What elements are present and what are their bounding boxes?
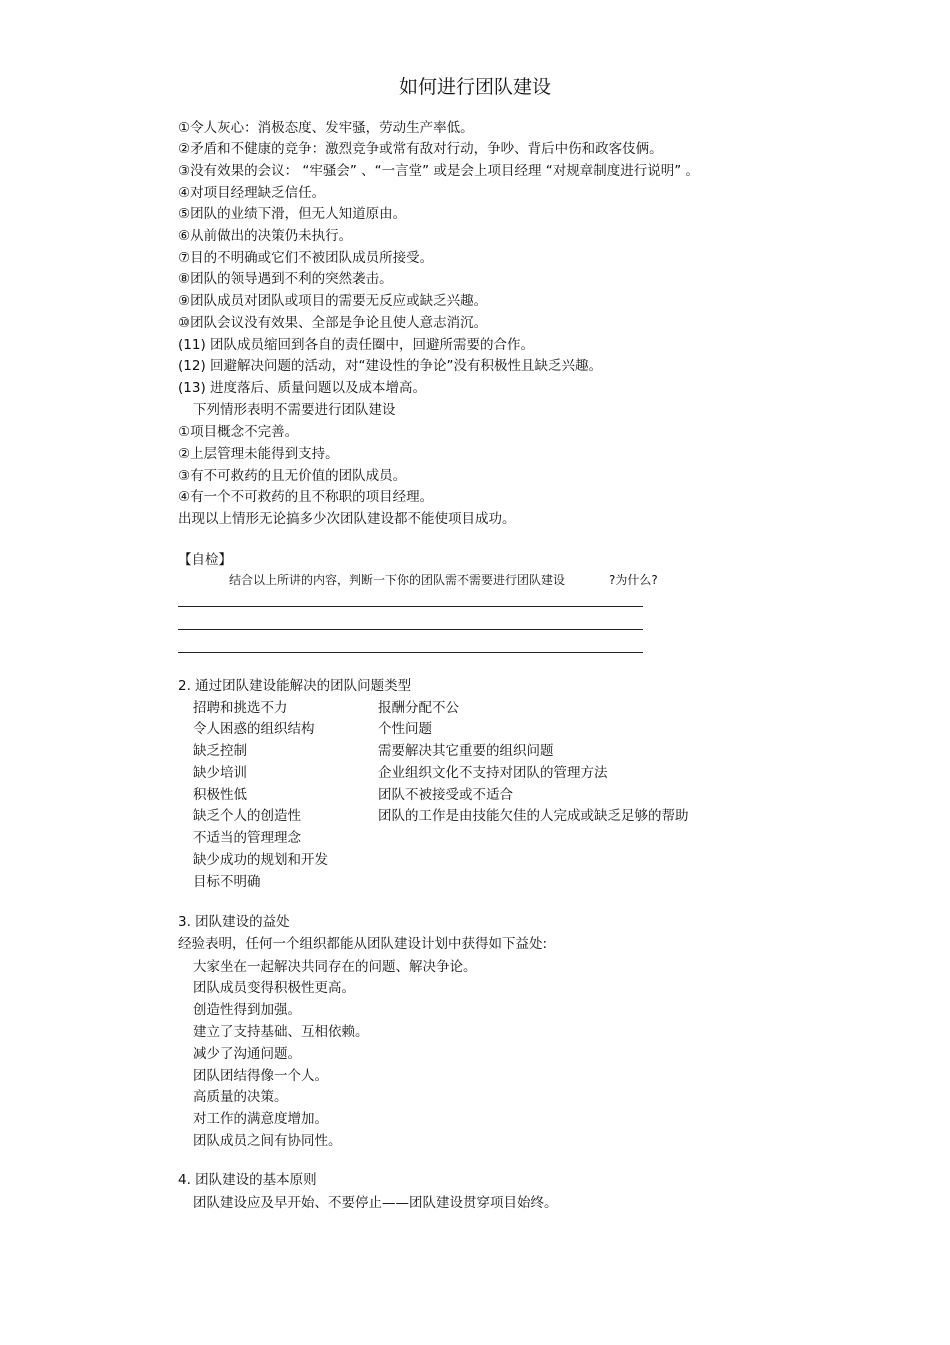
problem-type-item: 需要解决其它重要的组织问题 <box>378 743 554 759</box>
self-check-question-why: ?为什么? <box>609 573 658 587</box>
benefit-item: 高质量的决策。 <box>193 1089 288 1105</box>
problem-type-item: 团队的工作是由技能欠佳的人完成或缺乏足够的帮助 <box>378 808 689 824</box>
benefit-item: 减少了沟通问题。 <box>193 1046 301 1062</box>
principle-item: 团队建设应及早开始、不要停止——团队建设贯穿项目始终。 <box>193 1195 558 1211</box>
symptom-item: ⑧团队的领导遇到不利的突然袭击。 <box>178 271 393 287</box>
no-need-item: ①项目概念不完善。 <box>178 424 299 440</box>
symptom-item: (11) 团队成员缩回到各自的责任圈中，回避所需要的合作。 <box>178 337 535 353</box>
symptom-item: (13) 进度落后、质量问题以及成本增高。 <box>178 380 427 396</box>
benefit-item: 大家坐在一起解决共同存在的问题、解决争论。 <box>193 959 477 975</box>
symptom-item: ⑩团队会议没有效果、全部是争论且使人意志消沉。 <box>178 315 488 331</box>
benefit-item: 团队成员变得积极性更高。 <box>193 980 355 996</box>
problem-type-item: 令人困惑的组织结构 <box>193 721 315 737</box>
benefit-item: 团队成员之间有协同性。 <box>193 1133 342 1149</box>
no-need-item: ④有一个不可救药的且不称职的项目经理。 <box>178 489 434 505</box>
answer-line <box>178 629 643 630</box>
benefit-item: 团队团结得像一个人。 <box>193 1068 328 1084</box>
no-need-conclusion: 出现以上情形无论搞多少次团队建设都不能使项目成功。 <box>178 511 516 527</box>
problem-type-item: 团队不被接受或不适合 <box>378 787 513 803</box>
benefit-item: 建立了支持基础、互相依赖。 <box>193 1024 369 1040</box>
section-3-intro: 经验表明，任何一个组织都能从团队建设计划中获得如下益处: <box>178 936 548 952</box>
no-need-item: ②上层管理未能得到支持。 <box>178 446 339 462</box>
problem-type-item: 报酬分配不公 <box>378 700 459 716</box>
benefit-item: 创造性得到加强。 <box>193 1002 301 1018</box>
symptom-item: ④对项目经理缺乏信任。 <box>178 185 326 201</box>
problem-type-item: 缺乏控制 <box>193 743 247 759</box>
no-need-item: ③有不可救药的且无价值的团队成员。 <box>178 468 407 484</box>
page-title: 如何进行团队建设 <box>398 76 551 98</box>
answer-line <box>178 606 643 607</box>
problem-type-item: 缺少培训 <box>193 765 247 781</box>
symptom-item: ⑦目的不明确或它们不被团队成员所接受。 <box>178 250 434 266</box>
self-check-question <box>229 570 658 590</box>
section-3-heading: 3. 团队建设的益处 <box>178 914 290 930</box>
symptom-item: ⑥从前做出的决策仍未执行。 <box>178 228 353 244</box>
self-check-heading: 【自检】 <box>178 552 232 568</box>
benefit-item: 对工作的满意度增加。 <box>193 1111 328 1127</box>
problem-type-item: 企业组织文化不支持对团队的管理方法 <box>378 765 608 781</box>
no-need-heading: 下列情形表明不需要进行团队建设 <box>193 402 396 418</box>
self-check-question-text: 结合以上所讲的内容，判断一下你的团队需不需要进行团队建设 <box>229 573 566 587</box>
symptom-item: ⑤团队的业绩下滑，但无人知道原由。 <box>178 206 407 222</box>
symptom-item: ②矛盾和不健康的竞争：激烈竞争或常有敌对行动，争吵、背后中伤和政客伎俩。 <box>178 141 663 157</box>
symptom-item: ③没有效果的会议： “牢骚会” 、“一言堂” 或是会上项目经理 “对规章制度进行说明” 。 <box>178 163 700 179</box>
problem-type-item: 目标不明确 <box>193 874 261 890</box>
symptom-item: ⑨团队成员对团队或项目的需要无反应或缺乏兴趣。 <box>178 293 488 309</box>
problem-type-item: 积极性低 <box>193 787 247 803</box>
answer-line <box>178 652 643 653</box>
symptom-item: ①令人灰心：消极态度、发牢骚，劳动生产率低。 <box>178 120 474 136</box>
problem-type-item: 缺乏个人的创造性 <box>193 808 301 824</box>
section-2-heading: 2. 通过团队建设能解决的团队问题类型 <box>178 678 412 694</box>
symptom-item: (12) 回避解决问题的活动，对“建设性的争论”没有积极性且缺乏兴趣。 <box>178 358 602 374</box>
section-4-heading: 4. 团队建设的基本原则 <box>178 1172 317 1188</box>
problem-type-item: 不适当的管理理念 <box>193 830 301 846</box>
problem-type-item: 缺少成功的规划和开发 <box>193 852 328 868</box>
problem-type-item: 个性问题 <box>378 721 432 737</box>
problem-type-item: 招聘和挑选不力 <box>193 700 288 716</box>
